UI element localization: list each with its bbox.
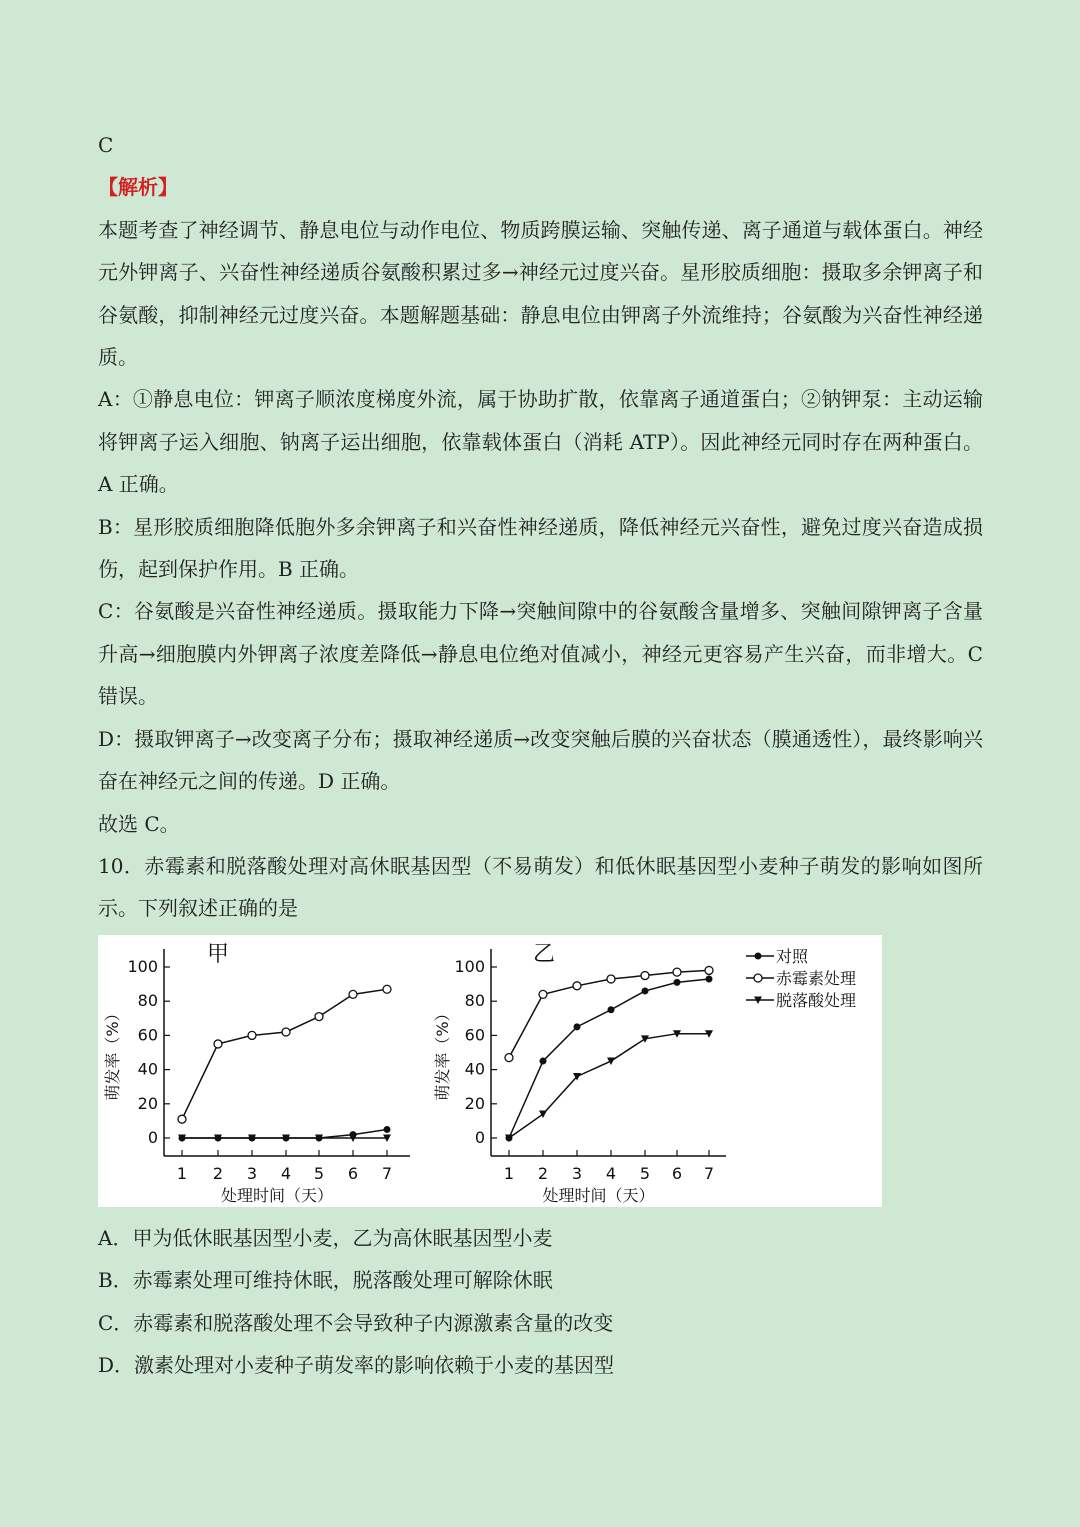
panel-2-y-label: 萌发率（%）: [433, 1005, 452, 1101]
panel-1-x-tick-label: 5: [313, 1164, 325, 1183]
panel-2-series-2-point: [641, 972, 649, 980]
panel-2-y-tick-label: 20: [464, 1093, 485, 1113]
panel-1-x-tick-label: 2: [212, 1164, 224, 1183]
panel-1-x-tick-label: 3: [246, 1164, 258, 1183]
legend-label-1: 对照: [776, 947, 809, 966]
answer-letter: C: [98, 133, 114, 157]
panel-2-series-1-point: [706, 975, 713, 982]
panel-1-x-tick-label: 6: [347, 1164, 359, 1183]
option-a: A．甲为低休眠基因型小麦，乙为高休眠基因型小麦: [98, 1226, 553, 1250]
panel-1-title: 甲: [206, 942, 230, 967]
panel-2-y-tick-label: 100: [454, 957, 485, 976]
legend-marker-1: [755, 953, 762, 960]
option-d: D．激素处理对小麦种子萌发率的影响依赖于小麦的基因型: [98, 1353, 615, 1378]
panel-2-series-3-line: [509, 1034, 709, 1138]
panel-1-x-label: 处理时间（天）: [220, 1186, 334, 1205]
paragraph-d: D：摄取钾离子→改变离子分布；摄取神经递质→改变突触后膜的兴奋状态（膜通透性），最终影响兴奋在神经元之间的传递。D 正确。: [98, 726, 983, 794]
panel-1-y-tick-label: 100: [127, 957, 158, 976]
panel-2-series-2-point: [573, 982, 581, 990]
legend-marker-2: [754, 974, 762, 982]
panel-2-series-2-point: [505, 1054, 513, 1062]
panel-2-x-tick-label: 4: [605, 1164, 617, 1183]
panel-2-series-1-point: [608, 1006, 615, 1013]
answer-text: [98, 124, 983, 930]
panel-1-series-2-point: [248, 1031, 256, 1039]
panel-2-y-tick-label: 40: [464, 1059, 485, 1079]
panel-2-series-2-point: [607, 975, 615, 983]
panel-2-y-tick-label: 80: [464, 991, 485, 1011]
panel-1-y-tick-label: 40: [137, 1059, 158, 1079]
options-list: [98, 1217, 614, 1387]
panel-2-x-tick-label: 6: [671, 1164, 683, 1183]
option-c: C．赤霉素和脱落酸处理不会导致种子内源激素含量的改变: [98, 1310, 614, 1335]
panel-1-series-2-line: [182, 989, 387, 1119]
panel-2-series-1-point: [642, 987, 649, 994]
panel-1-x-tick-label: 1: [176, 1164, 188, 1183]
panel-2-x-tick-label: 5: [639, 1164, 651, 1183]
panel-2-x-tick-label: 3: [571, 1164, 583, 1183]
figure-svg: [98, 935, 882, 1207]
panel-2-x-label: 处理时间（天）: [542, 1186, 655, 1205]
panel-2-series-1-point: [540, 1058, 547, 1065]
panel-2-y-tick-label: 0: [474, 1128, 485, 1147]
panel-1-series-1-point: [384, 1126, 391, 1133]
panel-2-series-2-point: [539, 990, 547, 998]
panel-2-series-2-point: [705, 966, 713, 974]
panel-1-series-2-point: [315, 1013, 323, 1021]
panel-1-series-2-point: [383, 985, 391, 993]
panel-1-y-tick-label: 0: [147, 1128, 158, 1147]
legend-label-2: 赤霉素处理: [776, 969, 857, 988]
panel-1-series-2-point: [349, 990, 357, 998]
paragraph-intro: 本题考查了神经调节、静息电位与动作电位、物质跨膜运输、突触传递、离子通道与载体蛋白。神经元外钾离子、兴奋性神经递质谷氨酸积累过多→神经元过度兴奋。星形胶质细胞：摄取多余钾离子和谷氨酸，抑制神经元过度兴奋。本题解题基础：静息电位由钾离子外流维持；谷氨酸为兴奋性神经递质。: [98, 217, 983, 370]
panel-2-series-3-point: [607, 1058, 615, 1066]
germination-figure: [98, 935, 882, 1207]
panel-2-x-tick-label: 1: [503, 1164, 515, 1183]
option-b: B．赤霉素处理可维持休眠，脱落酸处理可解除休眠: [98, 1268, 553, 1293]
paragraph-conclusion: 故选 C。: [98, 811, 180, 836]
panel-1-series-2-point: [282, 1028, 290, 1036]
panel-2-series-2-point: [673, 968, 681, 976]
panel-1-y-tick-label: 20: [137, 1093, 158, 1113]
panel-1-y-tick-label: 80: [137, 991, 158, 1011]
panel-2-title: 乙: [532, 942, 556, 967]
panel-1-x-tick-label: 4: [280, 1164, 292, 1183]
panel-2-x-tick-label: 2: [537, 1164, 549, 1183]
panel-2-series-1-point: [574, 1023, 581, 1030]
question-10: 10．赤霉素和脱落酸处理对高休眠基因型（不易萌发）和低休眠基因型小麦种子萌发的影响如图所示。下列叙述正确的是: [98, 853, 983, 921]
panel-1-y-label: 萌发率（%）: [103, 1005, 122, 1101]
legend-label-3: 脱落酸处理: [776, 991, 857, 1010]
panel-2-y-tick-label: 60: [464, 1025, 485, 1045]
panel-2-x-tick-label: 7: [703, 1164, 715, 1183]
paragraph-c: C：谷氨酸是兴奋性神经递质。摄取能力下降→突触间隙中的谷氨酸含量增多、突触间隙钾离子含量升高→细胞膜内外钾离子浓度差降低→静息电位绝对值减小，神经元更容易产生兴奋，而非增大。C 错误。: [98, 599, 983, 709]
panel-1-series-2-point: [214, 1040, 222, 1048]
panel-1-series-2-point: [178, 1115, 186, 1123]
panel-1-x-tick-label: 7: [381, 1164, 393, 1183]
paragraph-a: A：①静息电位：钾离子顺浓度梯度外流，属于协助扩散，依靠离子通道蛋白；②钠钾泵：主动运输将钾离子运入细胞、钠离子运出细胞，依靠载体蛋白（消耗 ATP）。因此神经元同时存在两种蛋白。A 正确。: [98, 387, 983, 497]
panel-2-series-1-point: [674, 979, 681, 986]
panel-1-y-tick-label: 60: [137, 1025, 158, 1045]
analysis-heading: 【解析】: [98, 175, 178, 200]
paragraph-b: B：星形胶质细胞降低胞外多余钾离子和兴奋性神经递质，降低神经元兴奋性，避免过度兴奋造成损伤，起到保护作用。B 正确。: [98, 514, 983, 582]
